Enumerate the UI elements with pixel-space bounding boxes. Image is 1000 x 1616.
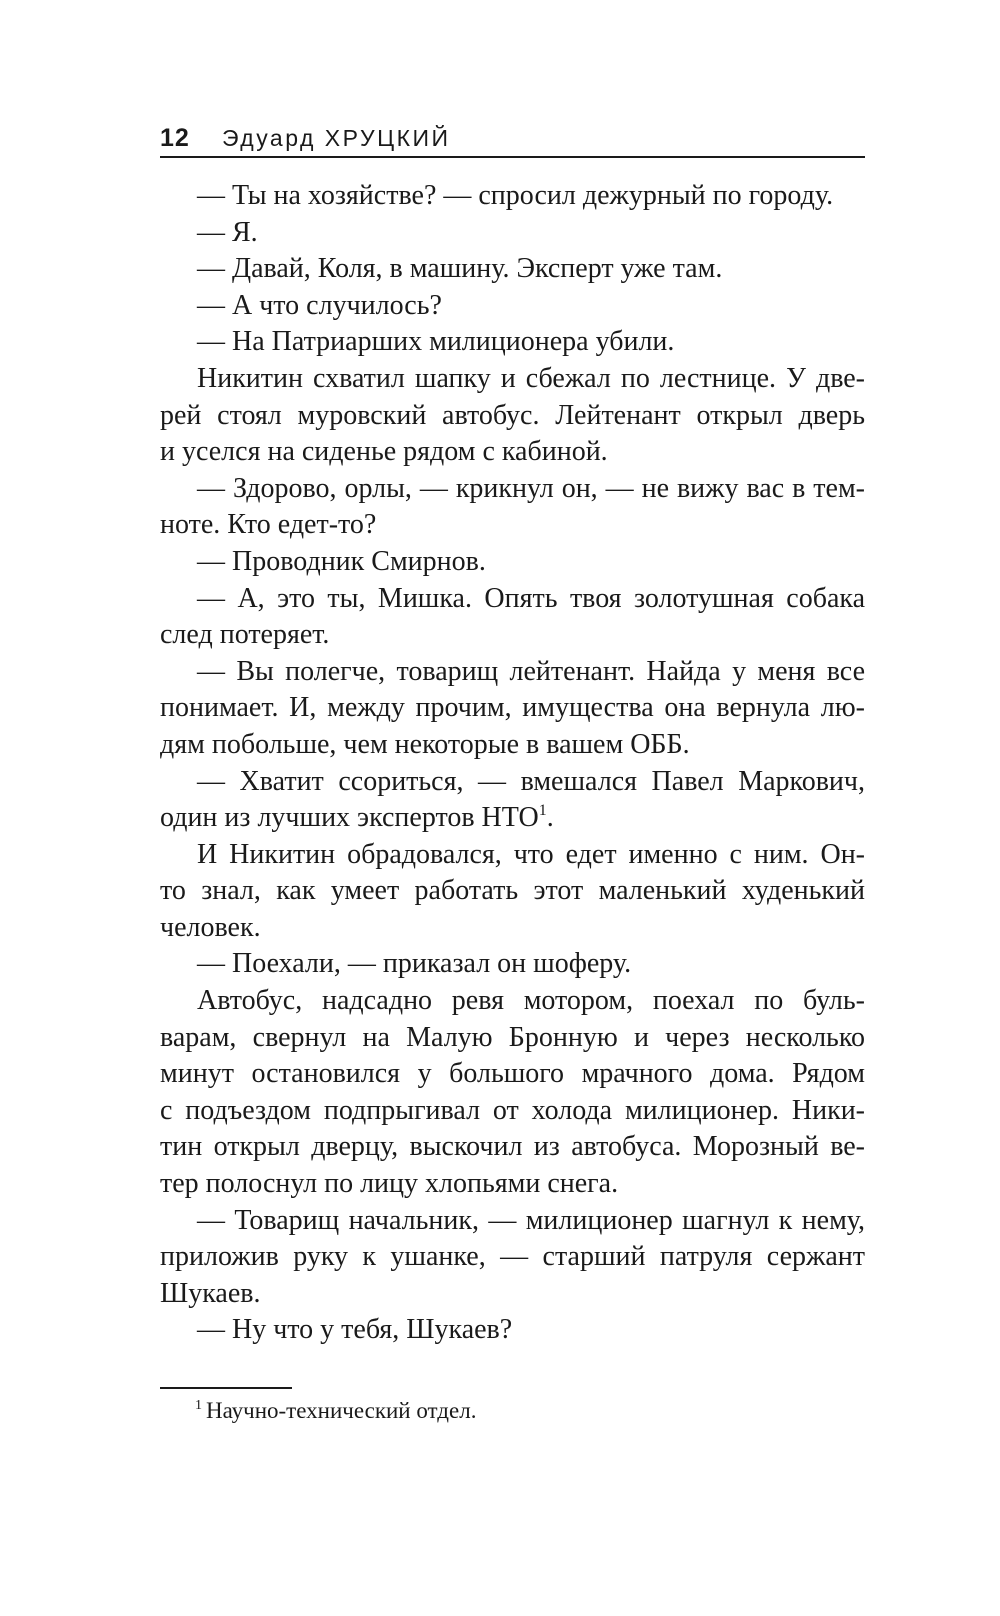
- text-line: — Ты на хозяйстве? — спросил дежурный по городу.: [197, 180, 834, 211]
- text-line: минут остановился у большого мрачного дома. Рядом: [160, 1058, 865, 1090]
- text-line: дям побольше, чем некоторые в вашем ОББ.: [160, 728, 690, 760]
- text-line: — Проводник Смирнов.: [197, 545, 486, 577]
- text-line: с подъездом подпрыгивал от холода милиционер. Ники-: [160, 1094, 865, 1126]
- footnote-reference[interactable]: 1: [538, 802, 547, 820]
- text-line: — Поехали, — приказал он шоферу.: [197, 948, 632, 980]
- running-head-author: Эдуард ХРУЦКИЙ: [222, 125, 451, 151]
- text-line: — А что случилось?: [197, 289, 442, 321]
- text-line: варам, свернул на Малую Бронную и через несколько: [160, 1021, 865, 1053]
- text-line: ноте. Кто едет-то?: [160, 509, 377, 541]
- text-line-with-footnote: [160, 800, 865, 837]
- text-line: — Я.: [197, 216, 258, 248]
- footnote: [195, 1398, 476, 1424]
- text-line: рей стоял муровский автобус. Лейтенант открыл дверь: [160, 399, 865, 431]
- text-line: И Никитин обрадовался, что едет именно с ним. Он-: [197, 838, 865, 870]
- text-line: понимает. И, между прочим, имущества она вернула лю-: [160, 692, 865, 724]
- text-line: — А, это ты, Мишка. Опять твоя золотушная собака: [197, 582, 865, 614]
- text-line: приложив руку к ушанке, — старший патруля сержант: [160, 1241, 865, 1273]
- text-segment: .: [546, 802, 554, 834]
- text-line: Автобус, надсадно ревя мотором, поехал по буль-: [197, 985, 865, 1017]
- text-segment: один из лучших экспертов НТО: [160, 802, 539, 834]
- page-number: 12: [160, 124, 190, 152]
- text-line: тер полоснул по лицу хлопьями снега.: [160, 1168, 619, 1200]
- text-line: Никитин схватил шапку и сбежал по лестнице. У две-: [197, 362, 865, 394]
- text-line: — Давай, Коля, в машину. Эксперт уже там.: [197, 253, 723, 285]
- text-line: то знал, как умеет работать этот маленький худенький: [160, 875, 865, 907]
- text-line: — Товарищ начальник, — милиционер шагнул к нему,: [197, 1204, 865, 1236]
- running-header: [160, 120, 865, 158]
- text-line: Шукаев.: [160, 1277, 261, 1309]
- footnote-text: Научно-технический отдел.: [206, 1398, 477, 1423]
- text-line: след потеряет.: [160, 619, 330, 651]
- footnote-number: 1: [195, 1398, 202, 1413]
- text-line: человек.: [160, 911, 261, 943]
- text-line: — Вы полегче, товарищ лейтенант. Найда у меня все: [197, 655, 865, 687]
- text-line: — На Патриарших милиционера убили.: [197, 326, 675, 358]
- text-line: — Хватит ссориться, — вмешался Павел Маркович,: [197, 765, 865, 797]
- text-line: — Здорово, орлы, — крикнул он, — не вижу вас в тем-: [197, 472, 865, 504]
- footnote-separator: [160, 1387, 292, 1389]
- body-text: [160, 178, 865, 1349]
- text-line: и уселся на сиденье рядом с кабиной.: [160, 436, 608, 468]
- text-line: — Ну что у тебя, Шукаев?: [197, 1314, 513, 1346]
- text-line: тин открыл дверцу, выскочил из автобуса. Морозный ве-: [160, 1131, 865, 1163]
